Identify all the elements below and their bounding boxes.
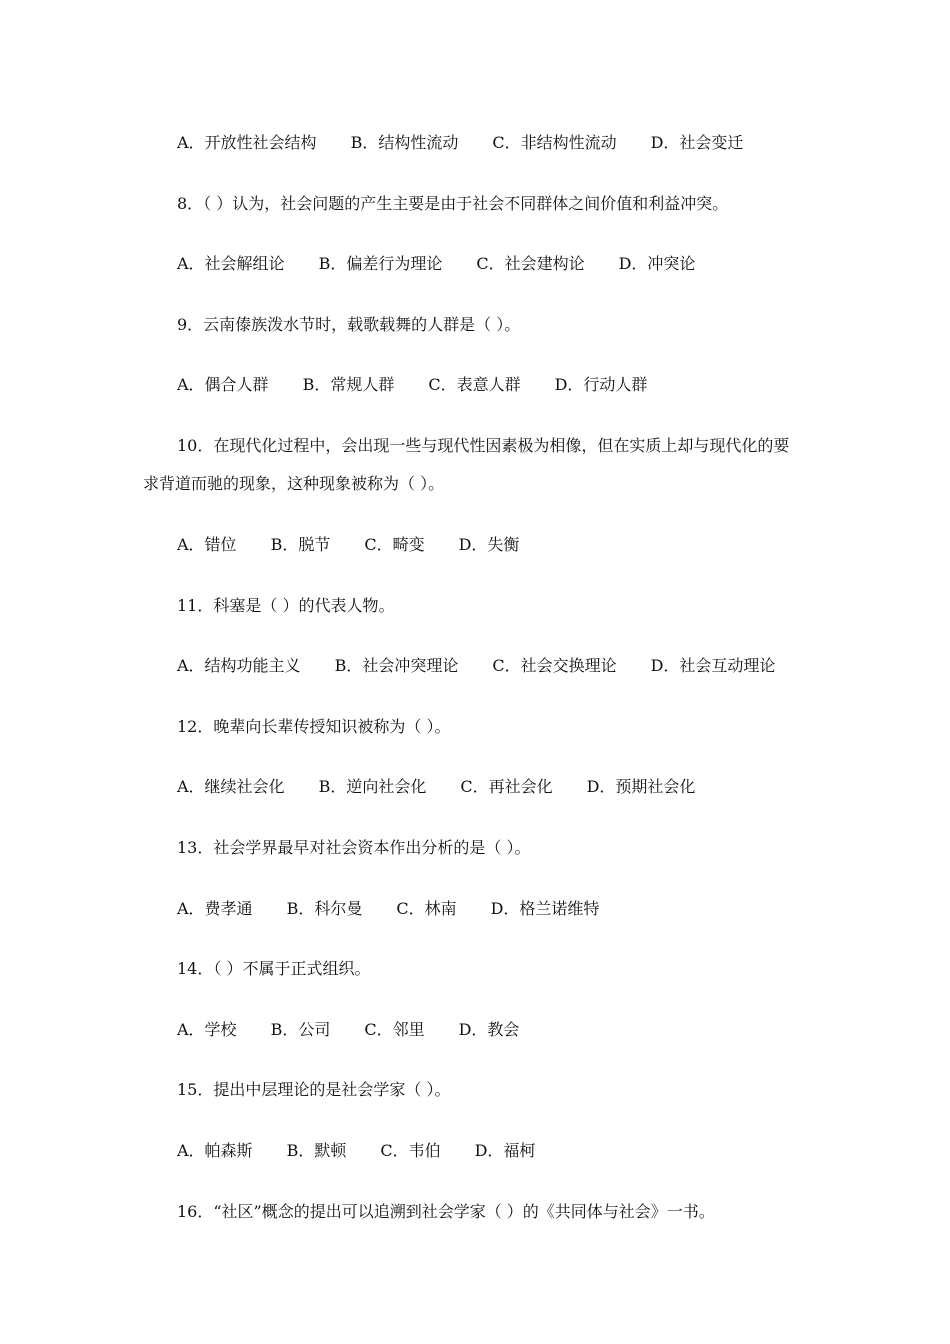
- option-c: C．非结构性流动: [492, 133, 617, 152]
- option-row: [177, 1141, 535, 1161]
- option-a: A．学校: [177, 1020, 237, 1039]
- option-row: [177, 535, 519, 555]
- option-d: D．社会互动理论: [650, 656, 776, 675]
- option-c: C．社会建构论: [476, 254, 585, 273]
- option-a: A．社会解组论: [177, 254, 285, 273]
- option-a: A．继续社会化: [177, 777, 285, 796]
- option-row: [177, 254, 695, 274]
- option-c: C．畸变: [364, 535, 425, 554]
- option-b: B．社会冲突理论: [334, 656, 459, 675]
- option-b: B．公司: [270, 1020, 331, 1039]
- question-14: 14．（ ）不属于正式组织。: [177, 959, 371, 978]
- option-b: B．默顿: [286, 1141, 347, 1160]
- option-row: [177, 899, 599, 919]
- option-d: D．教会: [458, 1020, 520, 1039]
- option-a: A．错位: [177, 535, 237, 554]
- question-16: 16．“社区”概念的提出可以追溯到社会学家（ ）的《共同体与社会》一书。: [177, 1202, 715, 1221]
- question-12: 12．晚辈向长辈传授知识被称为（ ）。: [177, 717, 451, 736]
- option-b: B．科尔曼: [286, 899, 363, 918]
- option-b: B．常规人群: [302, 375, 395, 394]
- question-10: 10．在现代化过程中，会出现一些与现代性因素极为相像，但在实质上却与现代化的要: [177, 436, 790, 455]
- option-c: C．再社会化: [460, 777, 553, 796]
- option-row: [177, 133, 743, 153]
- option-d: D．福柯: [474, 1141, 536, 1160]
- option-d: D．行动人群: [554, 375, 648, 394]
- option-b: B．结构性流动: [350, 133, 459, 152]
- question-13: 13．社会学界最早对社会资本作出分析的是（ ）。: [177, 838, 531, 857]
- option-d: D．预期社会化: [586, 777, 696, 796]
- question-10-continuation: 求背道而驰的现象，这种现象被称为（ ）。: [143, 474, 445, 493]
- option-d: D．格兰诺维特: [490, 899, 600, 918]
- option-c: C．表意人群: [428, 375, 521, 394]
- option-a: A．结构功能主义: [177, 656, 301, 675]
- option-c: C．社会交换理论: [492, 656, 617, 675]
- option-c: C．邻里: [364, 1020, 425, 1039]
- option-row: [177, 375, 647, 395]
- option-d: D．冲突论: [618, 254, 696, 273]
- option-row: [177, 656, 775, 676]
- option-a: A．开放性社会结构: [177, 133, 317, 152]
- option-a: A．费孝通: [177, 899, 253, 918]
- option-a: A．偶合人群: [177, 375, 269, 394]
- option-d: D．失衡: [458, 535, 520, 554]
- option-row: [177, 1020, 519, 1040]
- option-row: [177, 777, 695, 797]
- question-15: 15．提出中层理论的是社会学家（ ）。: [177, 1080, 451, 1099]
- question-9: 9．云南傣族泼水节时，载歌载舞的人群是（ ）。: [177, 315, 521, 334]
- option-c: C．林南: [396, 899, 457, 918]
- option-b: B．逆向社会化: [318, 777, 427, 796]
- question-8: 8．（ ）认为，社会问题的产生主要是由于社会不同群体之间价值和利益冲突。: [177, 194, 729, 213]
- option-a: A．帕森斯: [177, 1141, 253, 1160]
- option-c: C．韦伯: [380, 1141, 441, 1160]
- option-b: B．偏差行为理论: [318, 254, 443, 273]
- option-b: B．脱节: [270, 535, 331, 554]
- option-d: D．社会变迁: [650, 133, 744, 152]
- question-11: 11．科塞是（ ）的代表人物。: [177, 596, 395, 615]
